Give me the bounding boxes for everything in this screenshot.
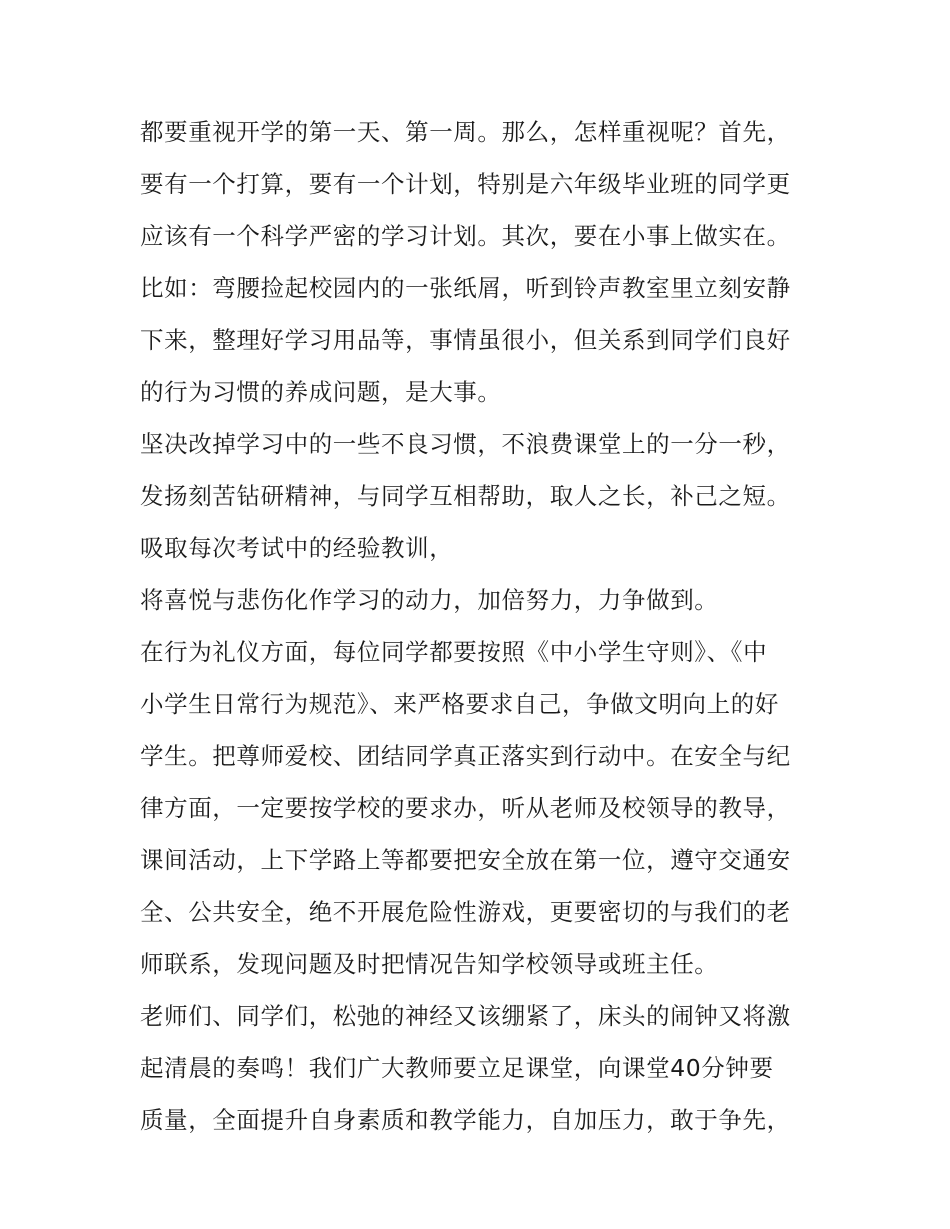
- text-line: 将喜悦与悲伤化作学习的动力，加倍努力，力争做到。: [140, 586, 719, 614]
- text-line: 发扬刻苦钻研精神，与同学互相帮助，取人之长，补己之短。: [140, 482, 791, 510]
- text-line: 老师们、同学们，松弛的神经又该绷紧了，床头的闹钟又将激: [140, 1002, 791, 1030]
- text-line: 应该有一个科学严密的学习计划。其次，要在小事上做实在。: [140, 222, 791, 250]
- text-line: 要有一个打算，要有一个计划，特别是六年级毕业班的同学更: [140, 170, 791, 198]
- text-line: 比如：弯腰捡起校园内的一张纸屑，听到铃声教室里立刻安静: [140, 274, 791, 302]
- text-line: 坚决改掉学习中的一些不良习惯，不浪费课堂上的一分一秒，: [140, 430, 791, 458]
- text-line: 质量，全面提升自身素质和教学能力，自加压力，敢于争先，: [140, 1106, 791, 1134]
- text-line: 都要重视开学的第一天、第一周。那么，怎样重视呢？首先，: [140, 118, 791, 146]
- text-line: 全、公共安全，绝不开展危险性游戏，更要密切的与我们的老: [140, 898, 791, 926]
- text-line: 课间活动，上下学路上等都要把安全放在第一位，遵守交通安: [140, 846, 791, 874]
- text-line: 吸取每次考试中的经验教训，: [140, 534, 454, 562]
- text-line: 律方面，一定要按学校的要求办，听从老师及校领导的教导，: [140, 794, 791, 822]
- text-line: 小学生日常行为规范》、来严格要求自己，争做文明向上的好: [140, 690, 779, 718]
- text-line: 下来，整理好学习用品等，事情虽很小，但关系到同学们良好: [140, 326, 791, 354]
- text-line: 起清晨的奏鸣！我们广大教师要立足课堂，向课堂40分钟要: [140, 1054, 774, 1082]
- text-line: 师联系，发现问题及时把情况告知学校领导或班主任。: [140, 950, 719, 978]
- text-line: 在行为礼仪方面，每位同学都要按照《中小学生守则》、《中: [140, 638, 768, 666]
- text-line: 的行为习惯的养成问题，是大事。: [140, 378, 502, 406]
- text-line: 学生。把尊师爱校、团结同学真正落实到行动中。在安全与纪: [140, 742, 791, 770]
